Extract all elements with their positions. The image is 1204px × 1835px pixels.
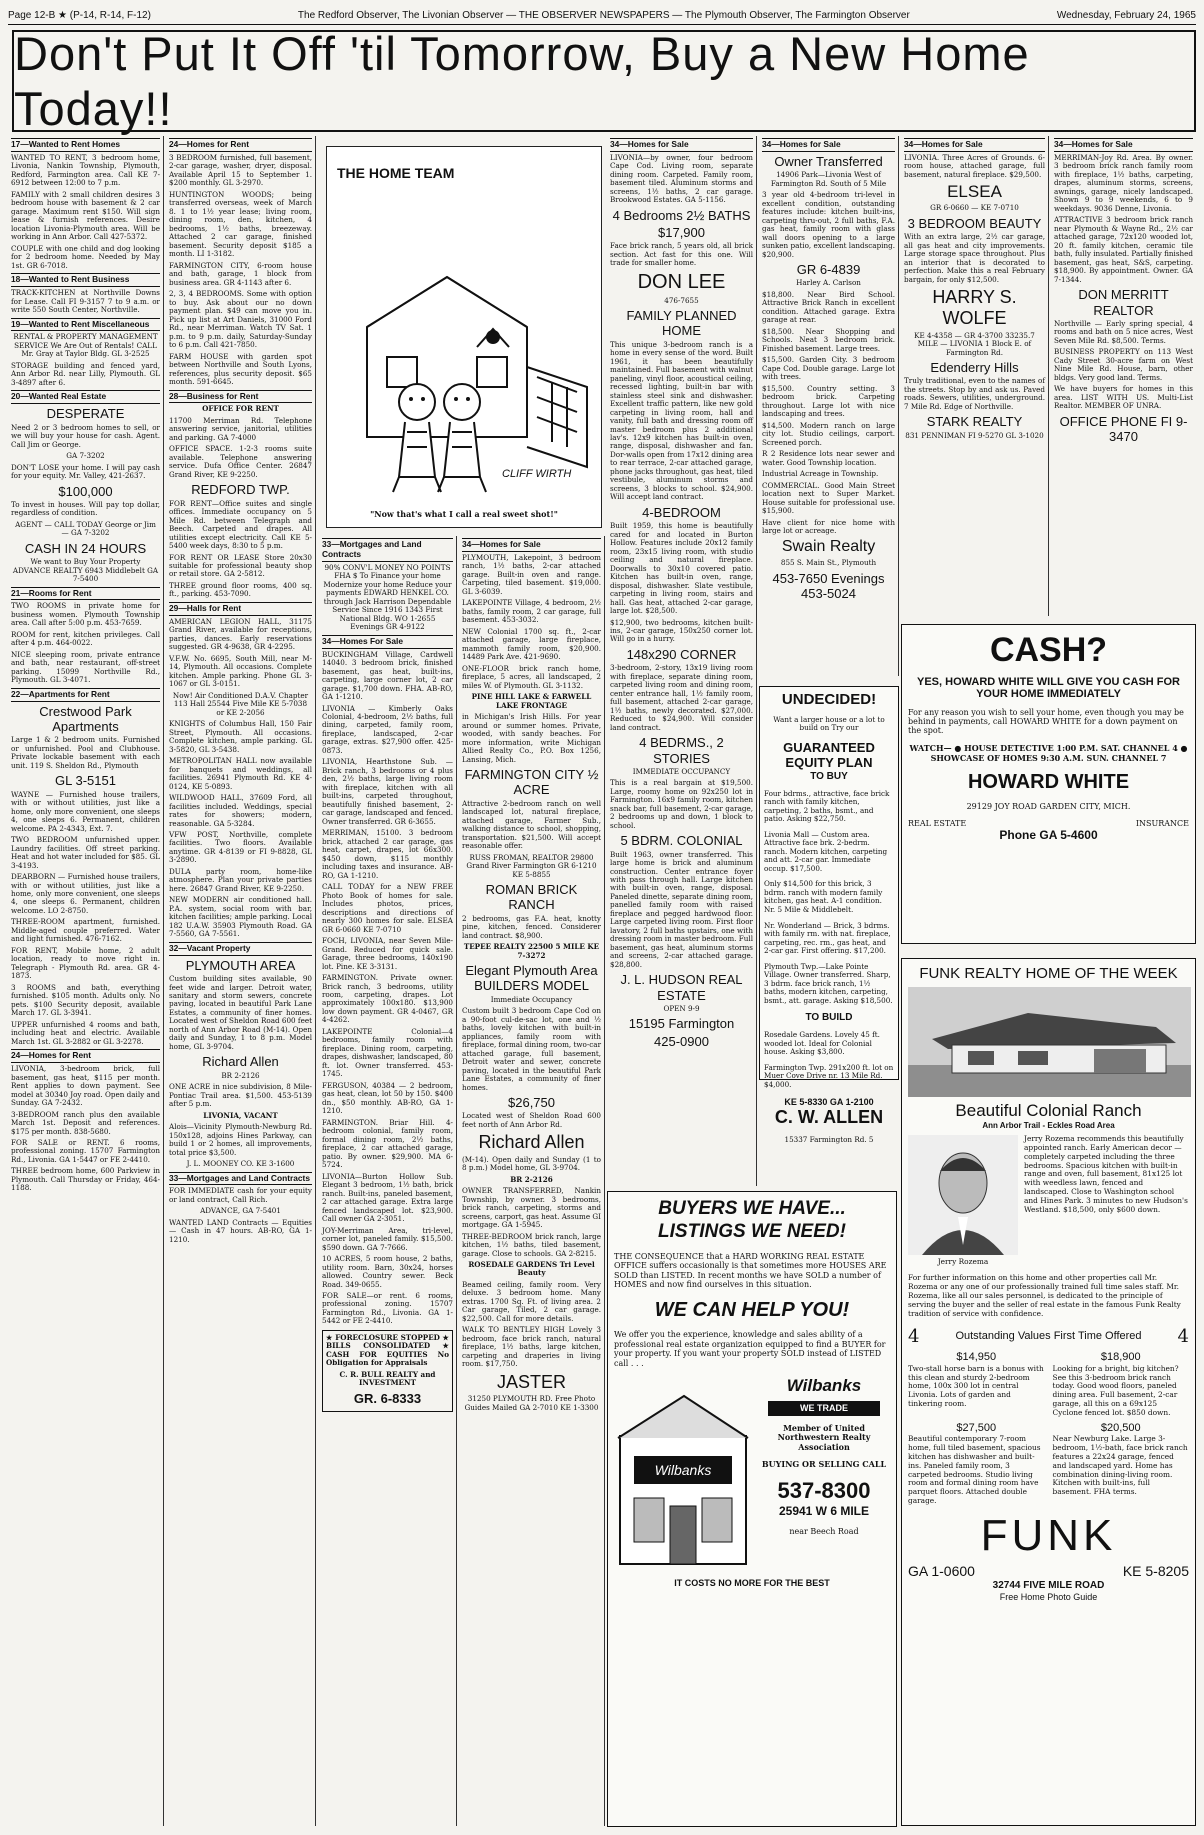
ad-phone: KE 4-4358 — GR 4-3700 33235.7 MILE — LIVONIA 1 Block E. of Farmington Rd. [914, 330, 1035, 357]
wilbanks-ad [607, 1191, 897, 1827]
ad-contact: TEPEE REALTY 22500 5 MILE KE 7-3272 [463, 942, 600, 960]
ad-headline: 4 BEDRMS., 2 STORIES [639, 735, 724, 766]
ad-headline: CASH? [989, 631, 1108, 669]
ad-body: For any reason you wish to sell your home, even though you may be behind in payments, call HOWARD WHITE for a down payment on the spot. [908, 708, 1184, 735]
ad-headline: ROMAN BRICK RANCH [485, 882, 578, 913]
ad-headline: Richard Allen [478, 1132, 585, 1153]
classified-ad: ONE ACRE in nice subdivision, 8 Mile-Pontiac Trail area. $1,500. 453-5139 after 5 p.m. [169, 1082, 312, 1109]
classified-ad: Only $14,500 for this brick, 3 bdrm. ranch with modern family kitchen, gas heat. A-1 condition. Nr. 5 Mile & Middlebelt. [764, 879, 883, 914]
ad-phone: GA 1-0600 [908, 1562, 975, 1579]
ad-membership: Member of United Northwestern Realty Association [777, 1422, 871, 1452]
classified-ad: DULA party room, home-like atmosphere. Plan your private parties here. 26847 Grand River, KE 9-2250. [169, 866, 312, 893]
classified-ad: FARMINGTON CITY, 6-room house and bath, garage, 1 block from business area. GR 4-1143 after 6. [169, 260, 312, 287]
classified-ad: Custom building sites available, 90 feet wide and larger. Detroit water, sanitary and storm sewers, concrete paving, located in beautiful Park Lane Estates, a community of finer homes. Located west of Sheldon Road 600 feet north of Ann Arbor Road (M-14). Open daily and Sunday, 1 to 8 p.m. Model home, GL 3-9704. [169, 974, 312, 1051]
ad-phone: KE 5-8330 GA 1-2100 [784, 1096, 874, 1107]
classified-ad: Large 1 & 2 bedroom units. Furnished or unfurnished. Pool and Clubhouse. Private lockable basement with each unit. 119 S. Sheldon Rd., Plymouth [11, 735, 160, 770]
ad-headline: Edenderry Hills [930, 360, 1019, 376]
classified-ad: Rosedale Gardens. Lovely 45 ft. wooded lot. Ideal for Colonial house. Asking $3,800. [764, 1030, 880, 1057]
service-insurance: INSURANCE [1135, 819, 1189, 828]
listing [908, 1422, 1045, 1506]
ad-plan: GUARANTEED EQUITY PLAN [783, 740, 875, 771]
trade-badge: WE TRADE [768, 1401, 880, 1416]
listing-desc: Looking for a bright, big kitchen? See this 3-bedroom brick ranch today. Good wood floors, paneled dining area. Full basement, 2-car garage, all this on a 69x125 Cyclone fenced lot. $850 down. [1052, 1363, 1179, 1418]
ad-headline: ROSEDALE GARDENS Tri Level Beauty [468, 1259, 595, 1278]
ad-phone: AGENT — CALL TODAY George or Jim — GA 7-3202 [15, 519, 156, 538]
running-header [8, 6, 1196, 25]
cartoon-illustration [327, 187, 599, 507]
ad-headline: CASH IN 24 HOURS [24, 540, 147, 556]
classified-ad: FOR SALE or RENT. 6 rooms, professional zoning. 15707 Farmington Rd., Livonia. GA 1-5447 or FE 2-4410. [11, 1138, 160, 1164]
classified-ad: 90% CONV'L MONEY NO POINTS FHA $ To Finance your home Modernize your home Reduce your payments EDWARD HENKEL CO. through Jack Harrison Dependable Service Since 1916 1343 First National Bldg. WO 1-2655 Evenings GR 4-9122 [323, 562, 452, 632]
classified-ad: COUPLE with one child and dog looking for 2 bedroom home. Needed by May 1st. GR 6-7018. [11, 243, 160, 270]
classified-ad: Need 2 or 3 bedroom homes to sell, or we will buy your house for cash. Agent. Call Jim or George. [11, 422, 160, 449]
cw-allen-ad [759, 686, 899, 1144]
classified-ad: TWO ROOMS in private home for business women. Plymouth Township area. Call after 5:00 p.m. 453-7659. [11, 601, 160, 628]
ad-headline: OFFICE FOR RENT [202, 404, 279, 414]
classified-ad: LAKEPOINTE Colonial—4 bedrooms, family room with fireplace. Dining room, carpeting, drapes, dishwasher, landscaped, 80 ft. lot. Owner transferred. 453-1745. [322, 1026, 453, 1079]
listing-price: $20,500 [1100, 1421, 1141, 1434]
ad-headline: FUNK REALTY HOME OF THE WEEK [919, 965, 1178, 982]
ad-price: $26,750 [508, 1095, 555, 1111]
section-heading: 34—Homes for Sale [762, 138, 895, 152]
ad-subhead: 14906 Park—Livonia West of Farmington Rd. South of 5 Mile [770, 170, 887, 188]
values-count-right: 4 [1177, 1325, 1189, 1347]
classified-ad: ★ FORECLOSURE STOPPED ★ BILLS CONSOLIDATED ★ CASH FOR EQUITIES No Obligation for Appraisals [326, 1332, 449, 1368]
section-heading: 18—Wanted to Rent Business [11, 273, 160, 287]
classified-ad: COMMERCIAL. Good Main Street location next to Super Market. House suitable for professional use. $15,900. [762, 480, 895, 516]
classified-ad: in Michigan's Irish Hills. For year around or summer homes. Private, wooded, with sandy beaches. For more information, write Michigan Allied Realty Co., P.O. Box 1256, Lansing, Mich. [462, 712, 601, 764]
classified-ad: OWNER TRANSFERRED, Nankin Township, by owner. 3 bedrooms, brick ranch, carpeting, storms and screens, carport, gas heat. Assume GI mortgage. GA 1-5945. [462, 1186, 601, 1230]
page-number: Page 12-B ★ (P-14, R-14, F-12) [8, 9, 151, 21]
ad-headline: 3 BEDROOM BEAUTY [907, 215, 1042, 231]
ad-phone: GR 6-4839 [796, 262, 861, 278]
classified-ad: THREE-ROOM apartment, furnished. Middle-aged couple preferred. Water and light furnished. 476-7162. [11, 917, 160, 944]
section-heading: 29—Halls for Rent [169, 602, 312, 616]
classified-ad: $18,500. Near Shopping and Schools. Neat 3 bedroom brick. Finished basement. Large trees. [762, 326, 895, 353]
ad-headline: FARMINGTON CITY ½ ACRE [464, 767, 599, 798]
ad-headline: Richard Allen [202, 1054, 279, 1070]
classified-ad: Face brick ranch, 5 years old, all brick section. Act fast for this one. Will trade for smaller home. [610, 241, 753, 268]
listing-desc: Two-stall horse barn is a bonus with this clean and sturdy 2-bedroom home, 100x 300 lot in central Livonia. Lots of garden and tinkering room. [908, 1363, 1044, 1409]
classified-ad: This unique 3-bedroom ranch is a home in every sense of the word. Built 1961, it has been beautifully maintained. Full basement with walnut paneling, vinyl floor, acoustical ceiling, recessed lighting, built-in bar with stainless steel sink and dishwasher. Excellent traffic pattern, like new gold carpeting in living room, hall and vanity, full bath and dressing room off master bedroom plus 2 additional lav's. 12x9 kitchen has built-in oven, range, disposal, dishwasher and fan. Dor-walls open from 17x12 dining area to rear terrace, 2-car attached garage, phone jacks throughout, gas heat, tiled vestibule, aluminum storms and screens, 3 blocks to school. $24,900. Will accept land contract. [610, 339, 753, 502]
ad-headline: LIVONIA, VACANT [203, 1110, 278, 1120]
classified-ad: AMERICAN LEGION HALL, 31175 Grand River, available for receptions, parties, dances. Early reservations suggested. GR 4-9638, GR 4-2295. [169, 616, 312, 652]
classified-ad: THREE bedroom home, 600 Parkview in Plymouth. Call Thursday or Friday, 464-1188. [11, 1166, 160, 1193]
agent-portrait [908, 1135, 1018, 1255]
section-heading: 28—Business for Rent [169, 390, 312, 404]
classified-ad: NICE sleeping room, private entrance and bath, near restaurant, off-street parking. 15099 Northville Rd., Plymouth. GL 3-4071. [11, 649, 160, 685]
classified-ad: LIVONIA. Three Acres of Grounds. 6-room house, attached garage, full basement, natural fireplace. $29,500. [904, 152, 1045, 179]
classified-column-5 [607, 136, 757, 1186]
classified-ad: HUNTINGTON WOODS; being transferred overseas, week of March 8. 1 to 1½ year lease; living room, dining room, den, kitchen, 4 bedrooms, 1½ baths, breezeway. Attached 2 car garage, finished basement. Security deposit $185 a month. LI 1-3182. [169, 189, 312, 259]
classified-column-7 [901, 136, 1049, 616]
classified-ad: ROOM for rent, kitchen privileges. Call after 4 p.m. 464-0022. [11, 629, 160, 648]
classified-ad: METROPOLITAN HALL now available for banquets and weddings, all facilities. 26941 Plymouth Rd. KE 4-0124, KE 5-0893. [169, 756, 312, 791]
section-heading: 19—Wanted to Rent Miscellaneous [11, 318, 160, 332]
classified-column-4 [459, 536, 605, 1826]
classified-ad: FOR RENT, Mobile home, 2 adult location, ready to move right in. Telegraph - Plymouth Rd. area. GR 4-1873. [11, 945, 160, 981]
ad-contact: DON MERRITT REALTOR [1078, 287, 1169, 318]
house-title: Beautiful Colonial Ranch [955, 1101, 1142, 1120]
ad-headline: JASTER [496, 1371, 566, 1392]
issue-date: Wednesday, February 24, 1965 [1056, 9, 1196, 21]
ad-address-note: near Beech Road [789, 1526, 859, 1536]
ad-headline: Elegant Plymouth Area BUILDERS MODEL [465, 963, 598, 994]
funk-phones [908, 1563, 1189, 1580]
classified-ad: WILDWOOD HALL, 37609 Ford, all facilities included. Weddings, special rates for showers; modern, reasonable. GA 5-3284. [169, 793, 312, 828]
ad-address: 25941 W 6 MILE [778, 1504, 870, 1519]
listing [1053, 1351, 1190, 1417]
classified-ad: LIVONIA—Burton Hollow Sub. Elegant 3 bedroom, 1½ bath, brick ranch. Built-ins, paneled basement, 2 car attached garage. Extra large fenced landscaped lot. $23,900. Call owner GA 2-3051. [322, 1171, 453, 1224]
ad-headline: PINE HILL LAKE & FARWELL LAKE FRONTAGE [471, 692, 592, 710]
listing-price: $14,950 [956, 1351, 997, 1364]
publication-names: The Redford Observer, The Livonian Observer — THE OBSERVER NEWSPAPERS — The Plymouth Observer, The Farmington Observer [297, 9, 910, 21]
values-count-left: 4 [908, 1325, 920, 1347]
classified-ad: LIVONIA—by owner, four bedroom Cape Cod. Living room, separate dining room. Carpeted. Family room, basement tiled. Aluminum storms and screens, 1½ baths, 2 car garage. Brookwood Estates. GA 5-1156. [610, 152, 753, 205]
classified-ad: 3 BEDROOM furnished, full basement, 2-car garage, washer, dryer, disposal. Available April 15 to September 1. $200 monthly. GL 3-2970. [169, 152, 312, 188]
classified-ad: DEARBORN — Furnished house trailers, with or without utilities, just like a home, only more convenient, one sleeps 4, one sleeps 6. Permanent, children welcome. LO 2-8750. [11, 872, 160, 915]
classified-ad: Beamed ceiling, family room. Very deluxe. 3 bedroom home. Many extras. 1700 Sq. Ft. of living area. 2 Car garage, Tiled, 2 car garage. $22,500. Call for more details. [462, 1279, 601, 1323]
classified-ad: With an extra large, 2½ car garage, all gas heat and city improvements. Large storage space throughout. Plus an interior that is decorated to perfection. Make this a real February bargain, for only $12,500. [904, 232, 1045, 284]
ad-phone: GL 3-5151 [55, 773, 116, 789]
ad-price: $17,900 [658, 225, 705, 241]
ad-body: THE CONSEQUENCE that a HARD WORKING REAL ESTATE OFFICE suffers occasionally is that sometimes more HOUSES ARE SOLD than LISTED. In recent months we have SOLD a number of HOMES and now find ourselves in this situation. [614, 1251, 887, 1290]
ad-headline: 5 BDRM. COLONIAL [620, 833, 743, 849]
house-location: Ann Arbor Trail - Eckles Road Area [982, 1121, 1115, 1131]
agent-photo-caption: Jerry Rozema [937, 1256, 989, 1266]
ad-contact: 31250 PLYMOUTH RD. Free Photo Guides Mailed GA 2-7010 KE 1-3300 [464, 1394, 599, 1412]
section-heading: 24—Homes for Rent [11, 1049, 160, 1063]
listing-price: $27,500 [956, 1421, 997, 1434]
ad-phone: KE 5-8205 [1122, 1562, 1189, 1579]
classified-ad: Truly traditional, even to the names of the streets. Stop by and ask us. Paved roads. Sewers, utilities, underground. 7 Mile Rd. Edge of Northville. [904, 376, 1045, 411]
classified-ad: FOCH, LIVONIA, near Seven Mile-Grand. Reduced for quick sale. Garage, three bedrooms, 140x190 lot. Pine. KE 3-3131. [322, 936, 453, 971]
ad-headline: FAMILY PLANNED HOME [626, 308, 737, 339]
classified-ad: We have buyers for homes in this area. LIST WITH US. Multi-List Realtor. MEMBER OF UNRA. [1054, 384, 1193, 411]
ad-contact: ELSEA [947, 182, 1002, 202]
classified-ad: Attractive 2-bedroom ranch on well landscaped lot, natural fireplace, attached garage, Farmer Sub., walking distance to school, shopping, transportation. $21,500. Will accept reasonable offer. [462, 798, 601, 851]
section-heading: 33—Mortgages and Land Contracts [169, 1172, 312, 1186]
classified-ad: TWO BEDROOM unfurnished upper. Laundry facilities. Off street parking. Heat and hot water included for $85. GL 3-4193. [11, 835, 160, 870]
ad-body: We offer you the experience, knowledge and sales ability of a professional real estate organization equipped to find a BUYER for your property. If you want your property SOLD instead of LISTED call . . . [614, 1329, 886, 1368]
classified-ad: 11700 Merriman Rd. Telephone answering service, janitorial, utilities and parking. GA 7-4000 [169, 415, 312, 442]
section-heading: 17—Wanted to Rent Homes [11, 138, 160, 152]
ad-address: 855 S. Main St., Plymouth [780, 558, 877, 568]
classified-ad: Located west of Sheldon Road 600 feet north of Ann Arbor Rd. [462, 1111, 601, 1129]
ad-phone: ADVANCE, GA 7-5401 [200, 1206, 281, 1216]
classified-ad: LIVONIA, 3-bedroom brick, full basement, gas heat, $115 per month. Rent applies to down payment. See model at 30340 Joy road. Open daily and Sunday. GA 7-2432. [11, 1064, 160, 1108]
classified-ad: FOR SALE—or rent. 6 rooms, professional zoning. 15707 Farmington Rd., Livonia. GA 1-5442 or FE 2-4410. [322, 1290, 453, 1326]
classified-ad: FARM HOUSE with garden spot between Northville and South Lyons, references, plus security deposit. $65 month. 591-6645. [169, 351, 312, 387]
classified-ad: 3-BEDROOM ranch plus den available March 1st. Deposit and references. $175 per month. 838-5680. [11, 1109, 160, 1136]
classified-ad: $12,900, two bedrooms, kitchen built-ins, 2-car garage, 150x250 corner lot. Will go in a hurry. [610, 617, 753, 644]
classified-ad: THREE ground floor rooms, 400 sq. ft., parking. 453-7090. [169, 580, 312, 599]
ad-callout: BUYING OR SELLING CALL [761, 1459, 887, 1470]
classified-ad: LIVONIA — Kimberly Oaks Colonial, 4-bedroom, 2½ baths, full dining, carpeted, family room, fireplace, landscaped, 2-car garage, extras. $27,900 offer. 425-0873. [322, 703, 453, 755]
outstanding-values [908, 1326, 1189, 1348]
section-heading: 24—Homes for Rent [169, 138, 312, 152]
classified-ad: Nr. Wonderland — Brick, 3 bdrms. with family rm. with nat. fireplace, carpeting, rec. rm., gas heat, and 2-car gar. First offering. $17,200. [764, 920, 891, 955]
classified-ad: KNIGHTS of Columbus Hall, 150 Fair Street, Plymouth. All occasions. Complete kitchen, ample parking. GL 3-5820, GL 3-5438. [169, 719, 312, 754]
classified-ad: Industrial Acreage in Township. [762, 469, 879, 479]
classified-ad: FOR RENT OR LEASE Store 20x30 suitable for professional beauty shop or retail store. GA 2-5812. [169, 552, 312, 579]
classified-ad: NEW MODERN air conditioned hall. P.A. system, social room with bar, kitchen facilities; ample parking. Local 182 U.A.W. 35903 Plymouth Road. GA 7-5560, GA 7-5561. [169, 895, 312, 939]
classified-ad: UPPER unfurnished 4 rooms and bath, including heat and electric. Available March 1st. GL 3-2882 or GL 3-2278. [11, 1019, 160, 1046]
section-heading: 33—Mortgages and Land Contracts [322, 538, 453, 562]
classified-ad: Northville — Early spring special, 4 rooms and bath on 5 nice acres, West Seven Mile Rd. $8,500. Terms. [1054, 318, 1193, 345]
classified-column-1 [8, 136, 164, 1826]
ad-headline: PLYMOUTH AREA [185, 957, 296, 973]
classified-ad: WANTED TO RENT, 3 bedroom home, Livonia, Nankin Township, Plymouth, Redford, Farmington area. Call KE 7-6912 between 12:00 to 7 p.m. [11, 152, 160, 188]
ad-headline: BUYERS WE HAVE... LISTINGS WE NEED! [658, 1198, 846, 1242]
ad-contact: STARK REALTY [926, 414, 1023, 430]
ad-contact: HOWARD WHITE [967, 771, 1130, 793]
classified-column-6 [759, 136, 899, 676]
listing [1053, 1422, 1190, 1506]
section-heading: 34—Homes for Sale [462, 538, 601, 552]
classified-ad: Livonia Mall — Custom area. Attractive face brk. 2-bedrm. ranch. Modern kitchen, carpeting and att. 2-car gar. Immediate occup. $17,500. [764, 829, 888, 873]
classified-ad: Now! Air Conditioned D.A.V. Chapter 113 Hall 25544 Five Mile KE 5-7038 or KE 2-2056 [172, 690, 309, 717]
ad-phone: GR 6-0660 — KE 7-0710 [930, 203, 1019, 213]
classified-ad: WANTED LAND Contracts — Equities — Cash in 47 hours. AB-RO, GA 1-1210. [169, 1217, 312, 1244]
agent-photo-block [908, 1135, 1018, 1267]
cartoon-panel [326, 146, 602, 528]
classified-ad: Custom built 3 bedroom Cape Cod on a 90-foot cul-de-sac lot, one and ½ baths, lovely kitchen with built-in appliances, family room with fireplace, formal dining room, two-car attached garage, full basement, Detroit water and sewer, concrete paving, located in the beautiful Park Lane Estates, a community of finer homes. [462, 1006, 601, 1092]
classified-ad: NEW Colonial 1700 sq. ft., 2-car attached garage, large fireplace, mammoth family room, $20,900. 14489 Park Ave. 421-9690. [462, 626, 601, 662]
classified-ad: JOY-Merriman Area, tri-level, corner lot, paneled family. $15,500. $590 down. GA 7-7666. [322, 1225, 453, 1252]
ad-contact: HARRY S. WOLFE [932, 287, 1017, 329]
section-heading: 34—Homes for Sale [1054, 138, 1193, 152]
newspaper-page [8, 6, 1196, 1829]
classified-ad: $14,500. Modern ranch on large city lot. Studio ceilings, carport. Screened porch. [762, 420, 895, 447]
funk-logo: FUNK [980, 1511, 1117, 1561]
classified-ad: LAKEPOINTE Village, 4 bedroom, 2½ baths, family room, 2 car garage, full basement. 453-3032. [462, 598, 601, 625]
ad-phone: GA 7-3202 [66, 451, 105, 461]
classified-ad: 2 bedrooms, gas F.A. heat, knotty pine, kitchen, fenced. Considerer land contract. $8,900. [462, 913, 601, 940]
agent-feature [908, 1135, 1189, 1267]
ad-body: For further information on this home and other properties call Mr. Rozema or any one of our professionally trained full time sales staff. Mr. Rozema, like all our sales personnel, is dedicated to the principle of serving the buyer and the seller of real estate in the famous Funk Realty tradition of service with confidence. [908, 1273, 1181, 1318]
classified-ad: We want to Buy Your Property ADVANCE REALTY 6943 Middlebelt GA 7-5400 [12, 557, 159, 584]
classified-ad: 2, 3, 4 BEDROOMS. Some with option to buy. Ask about our no down payment plan. $49 can move you in. Pick up list at Art Daniels, 31000 Ford Rd., near Merriman. Watch TV Sat. 1 p.m. to 9 p.m. daily, Saturday-Sunday to 6 p.m. Call 421-7850. [169, 289, 312, 350]
classified-ad: Plymouth Twp.—Lake Pointe Village. Owner transferred. Sharp, 3 bdrm. face brick ranch, 1½ baths, modern kitchen, carpeting, bsmt., att. garage. Asking $18,500. [764, 961, 893, 1005]
ad-address: 15337 Farmington Rd. 5 [784, 1134, 874, 1144]
classified-ad: BUSINESS PROPERTY on 113 West Cady Street 30-acre farm on West Nine Mile Rd. House, barn, other bldgs. Very good land. Terms. [1054, 347, 1193, 382]
cartoon-caption: "Now that's what I call a real sweet shot!" [370, 509, 558, 519]
ad-contact: C. R. BULL REALTY and INVESTMENT [339, 1369, 436, 1388]
ad-headline: REDFORD TWP. [191, 482, 290, 498]
ad-subhead: Immediate Occupancy [490, 994, 573, 1004]
classified-ad: MERRIMAN, 15100. 3 bedroom brick, attached 2 car garage, gas heat, carpet, drapes, lot 66x300. $450 down, $115 monthly including taxes and insurance. AB-RO, GA 1-1210. [322, 828, 453, 880]
ad-phone: 476-7655 [664, 295, 699, 305]
ad-section: TO BUY [810, 770, 848, 782]
classified-ad: 10 ACRES, 5 room house, 2 baths, utility room. Barn, 30x24, horses allowed. Country sewer. Beck Road. 349-0655. [322, 1254, 453, 1289]
classified-ad: 3-bedroom, 2-story, 13x19 living room with fireplace, separate dining room, carpeted living room and dining room, center entrance hall, 1½ family room, full basement, attached 2-car garage, 1½ baths, newly decorated. $27,000. Reduced to $24,900. Will consider land contract. [610, 663, 753, 732]
office-building-illustration [614, 1376, 752, 1572]
ad-phone: GR. 6-8333 [353, 1390, 422, 1406]
ad-address: 32744 FIVE MILE ROAD [992, 1579, 1105, 1591]
classified-column-3 [319, 536, 457, 1826]
classified-ad: FARMINGTON. Private owner. Brick ranch, 3 bedrooms, utility room, carpeting, drapes. Lot approximately 100x180. $13,900 low down payment. GR 4-0467, GR 4-4262. [322, 973, 453, 1025]
values-heading: Outstanding Values First Time Offered [955, 1330, 1142, 1343]
classified-ad: CALL TODAY for a NEW FREE Photo Book of homes for sale. Includes photos, prices, descriptions and directions of nearly 300 homes for sale. ELSEA GR 6-0660 KE 7-0710 [322, 882, 453, 934]
ad-headline: UNDECIDED! [781, 691, 877, 708]
classified-ad: FAMILY with 2 small children desires 3 bedroom house with basement & 2 car garage. Maximum rent $150. Will sign lease & furnish references. Desire location Livonia-Plymouth area. Will be working in Ann Arbor. Call 427-5372. [11, 189, 160, 242]
classified-ad: Four bdrms., attractive, face brick ranch with family kitchen, carpeting, 2 baths, bsmt., and patio. Asking $22,750. [764, 788, 890, 824]
classified-ad: STORAGE building and fenced yard, Ann Arbor Rd. near Lilly, Plymouth. GL 3-4897 after 6. [11, 360, 160, 387]
ad-brand: Wilbanks [786, 1376, 862, 1396]
ad-contact: DON LEE [637, 270, 726, 293]
classified-ad: FARMINGTON. Briar Hill. 4-bedroom colonial, family room, formal dining room, 2½ baths, fireplace, 2 car attached garage, patio. By owner. $29,900. MA 6-5724. [322, 1117, 453, 1170]
classified-ad: R 2 Residence lots near sewer and water. Good Township location. [762, 449, 895, 467]
section-heading: 22—Apartments for Rent [11, 688, 160, 702]
ad-contact: Harley A. Carlson [796, 278, 861, 288]
listing-price: $18,900 [1100, 1351, 1141, 1364]
ad-section: TO BUILD [805, 1012, 853, 1024]
classified-ad: ATTRACTIVE 3 bedroom brick ranch near Plymouth & Wayne Rd., 2½ car attached garage, 72x120 wooded lot, 20 ft. family kitchen, ceramic tile bath, fully insulated. Partially finished basement, gas heat, S&S, carpeting. $18,900. By appointment. Owner. GA 7-1344. [1054, 215, 1193, 284]
ad-hours: OPEN 9-9 [663, 1003, 700, 1013]
funk-realty-ad [901, 958, 1196, 1826]
cartoon-title: THE HOME TEAM [337, 165, 455, 181]
ad-phone: 831 PENNIMAN FI 9-5270 GL 3-1020 [905, 430, 1044, 440]
ad-subhead: YES, HOWARD WHITE WILL GIVE YOU CASH FOR YOUR HOME IMMEDIATELY [917, 676, 1180, 700]
ad-subhead: Want a larger house or a lot to build on Try our [773, 714, 885, 733]
section-heading: 34—Homes for Sale [610, 138, 753, 152]
classified-ad: This is a real bargain at $19,500. Large, roomy home on 92x250 lot in Farmington. 16x9 family room, kitchen snack bar, full basement, 2-car garage, 2 bedrooms up and down, 1 block to school. [610, 778, 753, 830]
ad-phone: BR 2-2126 [510, 1174, 553, 1184]
ad-address: 29129 JOY ROAD GARDEN CITY, MICH. [966, 802, 1131, 811]
page-banner: Don't Put It Off 'til Tomorrow, Buy a New Home Today!! [12, 30, 1196, 132]
classified-ad: MERRIMAN-Joy Rd. Area. By owner. 3 bedroom brick ranch family room with fireplace, 1½ baths, carpeting, drapes, aluminum storms, screens, awnings, garage, nicely landscaped. Shown 9 to 9 weekends, 6 to 9 weekdays. 9036 Denne, Livonia. [1054, 152, 1193, 213]
classified-ad: Built 1963, owner transferred. This large home is brick and aluminum construction. Center entrance foyer with pass through hall. Large kitchen with built-in oven, range, disposal. Paneled dinette, separate dining room, panelled family room with raised fireplace and pegged hardwood floor. Large carpeted living room. First floor lavatory, 2 full baths upstairs, one with dressing room in master bedroom. Full basement, gas heat, aluminum storms and screens, 2-car attached garage. $28,800. [610, 849, 753, 969]
classified-ad: $15,500. Garden City. 3 bedroom Cape Cod. Double garage. Large lot with trees. [762, 355, 895, 382]
classified-ad: TRACK-KITCHEN at Northville Downs for Lease. Call FI 9-3157 7 to 9 a.m. or write 550 South Center, Northville. [11, 288, 160, 315]
ad-headline: 148x290 CORNER [626, 646, 737, 662]
ad-services [908, 819, 1189, 828]
classified-ad: FOR RENT—Office suites and single offices. Immediate occupancy on 5 Mile Rd. between Telegraph and Beech. Carpeted and drapes. All utilities except electricity. Call KE 5-5400 week days, 8:30 to 5 p.m. [169, 498, 312, 551]
ad-box-bull-realty [322, 1330, 453, 1412]
classified-ad: RENTAL & PROPERTY MANAGEMENT SERVICE We Are Out of Rentals! CALL Mr. Gray at Taylor Bldg. GL 3-2525 [13, 332, 158, 359]
classified-ad: VFW POST, Northville, complete facilities. Two floors. Available anytime. GR 4-8139 or FI 9-8828, GL 3-2890. [169, 829, 312, 865]
ad-phone: OFFICE PHONE FI 9-3470 [1059, 413, 1188, 444]
service-real-estate: REAL ESTATE [908, 819, 967, 828]
classified-ad: $18,800. Near Bird School. Attractive Brick Ranch in excellent condition. Attached garage. Extra garage at rear. [762, 289, 895, 325]
listing-desc: Beautiful contemporary 7-room home, full tiled basement, spacious kitchen has dishwasher and built-ins. Paneled family room, 3 carpeted bedrooms. Studio living room and formal dining room have parquet floors. Attached double garage. [908, 1434, 1041, 1506]
classified-ad: Built 1959, this home is beautifully cared for and located in Burton Hollow. Features include 20x12 family room, 23x15 living room, with studio ceiling and natural fireplace. Doorwalls to 30x10 covered patio. Kitchen has built-in oven, range, disposal, dishwasher. Slate vestibule, carpeting in living room, stairs and hall. Gas heat, attached 2-car garage, large lot. $28,500. [610, 521, 753, 616]
classified-ad: 3 year old 4-bedroom tri-level in excellent condition, outstanding features include: kitchen built-ins, carpeting thru-out, 2 full baths, F.A. gas heat, family room with glass wall doors opening to a large sunken patio, excellent landscaping. $20,900. [762, 190, 895, 259]
ad-phone: 425-0900 [654, 1033, 709, 1049]
classified-ad: Farmington Twp. 291x200 ft. lot on Muer Cove Drive nr. 13 Mile Rd. $4,000. [764, 1062, 894, 1089]
classified-ad: 3 ROOMS and bath, everything furnished. $105 month. Adults only. No pets. $100 Security deposit, available March 17. GL 3-3941. [11, 982, 160, 1018]
ad-headline: Owner Transferred [774, 153, 883, 169]
section-heading: 34—Homes For Sale [322, 635, 453, 649]
cartoonist-signature: CLIFF WIRTH [502, 468, 572, 480]
ad-phone: 453-7650 Evenings 453-5024 [772, 570, 885, 602]
ad-headline: 4-BEDROOM [642, 504, 721, 520]
listing-grid [908, 1351, 1189, 1506]
ad-headline: $100,000 [58, 483, 113, 499]
classified-ad: OFFICE SPACE. 1-2-3 rooms suite available. Telephone answering service. Dufa Office Center. 26847 Grand River, KE 9-2250. [169, 444, 312, 479]
classified-ad: FOR IMMEDIATE cash for your equity or land contract, Call Rich. [169, 1186, 312, 1204]
ad-body: Jerry Rozema recommends this beautifully appointed ranch. Early American decor — completely carpeted including the three bedrooms. Spacious kitchen with built-in range and oven, full basement, 81x125 lot with weedless lawn, fenced and landscaped. Close to Washington school and Hines Park. 3 minutes to new Hudson's Westland. $18,500, only $600 down. [1024, 1133, 1188, 1214]
classified-ad: WAYNE — Furnished house trailers, with or without utilities, just like a home, only more convenient, one sleeps 4, one sleeps 6. Permanent, children welcome. PA 2-4343, Ext. 7. [11, 789, 160, 833]
section-heading: 32—Vacant Property [169, 942, 312, 956]
ad-subhead: WE CAN HELP YOU! [654, 1298, 850, 1321]
ad-contact: Swain Realty [781, 538, 876, 556]
ad-contact: J. L. HUDSON REAL ESTATE [620, 972, 743, 1003]
classified-ad: (M-14). Open daily and Sunday (1 to 8 p.m.) Model home, GL 3-9704. [462, 1154, 601, 1173]
ad-address: 15195 Farmington [628, 1016, 735, 1032]
classified-ad: Alois—Vicinity Plymouth-Newburg Rd. 150x128, adjoins Hines Parkway, can build 1 or 2 homes, all improvements, total price $3,500. [169, 1122, 312, 1157]
house-photo [908, 987, 1191, 1097]
section-heading: 34—Homes for Sale [904, 138, 1045, 152]
ad-contact: RUSS FROMAN, REALTOR 29800 Grand River Farmington GR 6-1210 KE 5-8855 [466, 852, 597, 879]
ad-contact: C. W. ALLEN [774, 1107, 884, 1128]
ad-offer: Free Home Photo Guide [999, 1591, 1098, 1602]
classified-ad: To invest in houses. Will pay top dollar, regardless of condition. [11, 499, 160, 518]
classified-ad: ONE-FLOOR brick ranch home, fireplace, 5 acres, all landscaped, 2 miles W. of Plymouth. GL 3-1132. [462, 663, 601, 690]
sign-brand: Wilbanks [654, 1462, 712, 1479]
classified-column-2 [166, 136, 316, 1826]
classified-ad: BUCKINGHAM Village, Cardwell 14040. 3 bedroom brick, finished basement, gas heat, built-ins, carpeting, large corner lot, 2 car garage. $1,700 down. FHA. AB-RO, GA 1-1210. [322, 649, 453, 702]
tv-schedule: WATCH— ● HOUSE DETECTIVE 1:00 P.M. SAT. CHANNEL 4 ● SHOWCASE OF HOMES 9:30 A.M. SUN. CHANNEL 7 [909, 743, 1188, 763]
classified-ad: DON'T LOSE your home. I will pay cash for your equity. Mr. Valley, 421-2637. [11, 462, 160, 481]
wilbanks-contact [758, 1376, 890, 1572]
howard-white-ad [901, 624, 1196, 944]
classified-ad: WALK TO BENTLEY HIGH Lovely 3 bedroom, face brick ranch, natural fireplace, 1½ baths, large kitchen, carpeting and draperies in living room. $17,750. [462, 1325, 601, 1369]
wilbanks-footer [614, 1376, 890, 1572]
ad-headline: 4 Bedrooms 2½ BATHS [612, 207, 751, 223]
section-heading: 21—Rooms for Rent [11, 587, 160, 601]
ad-subhead: IMMEDIATE OCCUPANCY [632, 766, 731, 776]
section-heading: 20—Wanted Real Estate [11, 390, 160, 404]
classified-ad: PLYMOUTH, Lakepoint, 3 bedroom ranch, 1½ baths, 2-car attached garage. Built-in oven and range. Carpeting, tiled basement. $19,000. GL 3-6039. [462, 552, 601, 596]
classified-column-8 [1051, 136, 1196, 616]
ad-phone: 537-8300 [777, 1477, 871, 1503]
ad-contact: J. L. MOONEY CO. KE 3-1600 [186, 1159, 295, 1169]
ad-phone: BR 2-2126 [221, 1070, 260, 1080]
listing-desc: Near Newburg Lake. Large 3-bedroom, 1½-bath, face brick ranch features a 22x24 garage, fenced and landscaped yard. Home has combination dining-living room. Kitchen with built-ins, full basement. FHA terms. [1052, 1434, 1188, 1497]
ad-headline: Crestwood Park Apartments [39, 703, 132, 735]
classified-ad: Have client for nice home with large lot or acreage. [762, 517, 895, 535]
classified-ad: THREE-BEDROOM brick ranch, large kitchen, 1½ baths, tiled basement, garage. Close to schools. GA 2-8215. [462, 1231, 601, 1258]
classified-ad: FERGUSON, 40384 — 2 bedroom, gas heat, clean, lot 50 by 150. $400 dn., $50 monthly. AB-RO, GA 1-1210. [322, 1080, 453, 1116]
ad-footer: IT COSTS NO MORE FOR THE BEST [674, 1578, 830, 1589]
ad-headline: DESPERATE [46, 406, 125, 422]
classified-ad: $15,500. Country setting. 3 bedroom brick. Carpeting throughout. Large lot with nice landscaping and trees. [762, 383, 895, 419]
classified-ad: LIVONIA, Hearthstone Sub. — Brick ranch, 3 bedrooms or 4 plus den, 2½ baths, large living room with fireplace, kitchen with all built-ins, carpeted throughout, beautifully finished basement, 2-car garage, landscaped and fenced. Owner transferred. GR 6-3655. [322, 757, 453, 826]
ad-phone: Phone GA 5-4600 [999, 828, 1098, 842]
classified-ad: V.F.W. No. 6695, South Mill, near M-14, Plymouth. All occasions. Complete kitchen. Ample parking. Phone GL 3-1067 or GL 3-0151. [169, 653, 312, 689]
listing [908, 1351, 1045, 1417]
